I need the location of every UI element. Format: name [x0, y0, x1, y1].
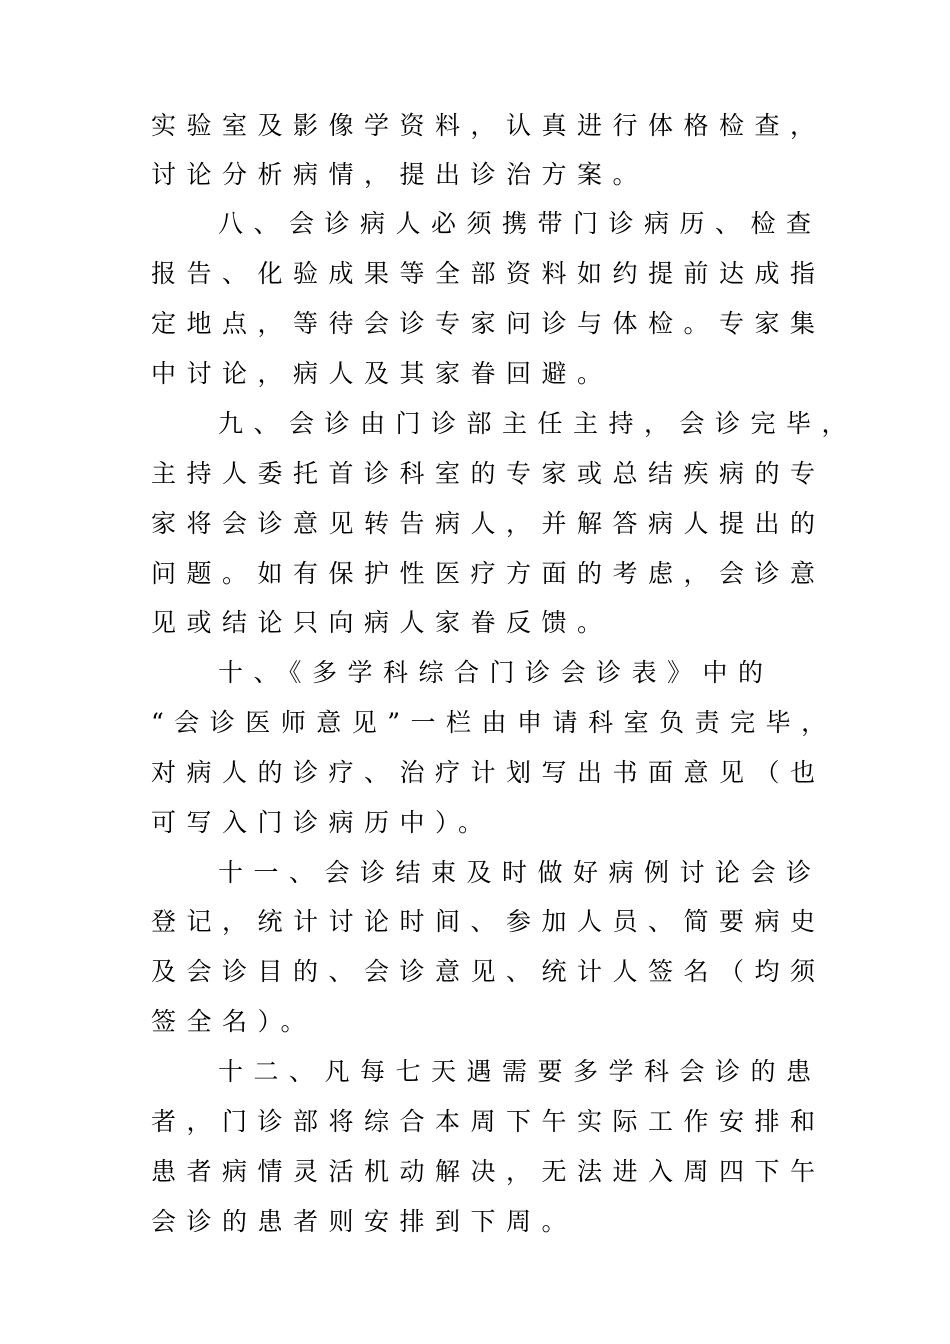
text-line: 对病人的诊疗、治疗计划写出书面意见（也: [151, 758, 826, 787]
text-line: 可写入门诊病历中）。: [151, 808, 494, 837]
text-line: 会诊的患者则安排到下周。: [151, 1207, 578, 1236]
paragraph-12-line: 十二、凡每七天遇需要多学科会诊的患: [218, 1057, 822, 1086]
text-line: “会诊医师意见”一栏由申请科室负责完毕，: [151, 708, 837, 737]
text-line: 见或结论只向病人家眷反馈。: [151, 608, 613, 637]
text-line: 者，门诊部将综合本周下午实际工作安排和: [151, 1107, 826, 1136]
text-line: 主持人委托首诊科室的专家或总结疾病的专: [151, 459, 826, 488]
paragraph-8-line: 八、会诊病人必须携带门诊病历、检查: [218, 209, 822, 238]
text-line: 实验室及影像学资料，认真进行体格检查，: [151, 111, 826, 140]
paragraph-9-line: 九、会诊由门诊部主任主持，会诊完毕，: [218, 409, 858, 438]
text-line: 讨论分析病情，提出诊治方案。: [151, 160, 649, 189]
paragraph-11-line: 十一、会诊结束及时做好病例讨论会诊: [218, 858, 822, 887]
text-line: 签全名）。: [151, 1007, 317, 1036]
text-line: 报告、化验成果等全部资料如约提前达成指: [151, 259, 826, 288]
text-line: 问题。如有保护性医疗方面的考虑，会诊意: [151, 559, 826, 588]
text-line: 中讨论，病人及其家眷回避。: [151, 359, 613, 388]
text-line: 患者病情灵活机动解决，无法进入周四下午: [151, 1157, 826, 1186]
text-line: 及会诊目的、会诊意见、统计人签名（均须: [151, 957, 826, 986]
paragraph-10-line: 十、《多学科综合门诊会诊表》中的: [218, 658, 774, 687]
text-line: 定地点，等待会诊专家问诊与体检。专家集: [151, 309, 826, 338]
text-line: 家将会诊意见转告病人，并解答病人提出的: [151, 509, 826, 538]
text-line: 登记，统计讨论时间、参加人员、简要病史: [151, 907, 826, 936]
